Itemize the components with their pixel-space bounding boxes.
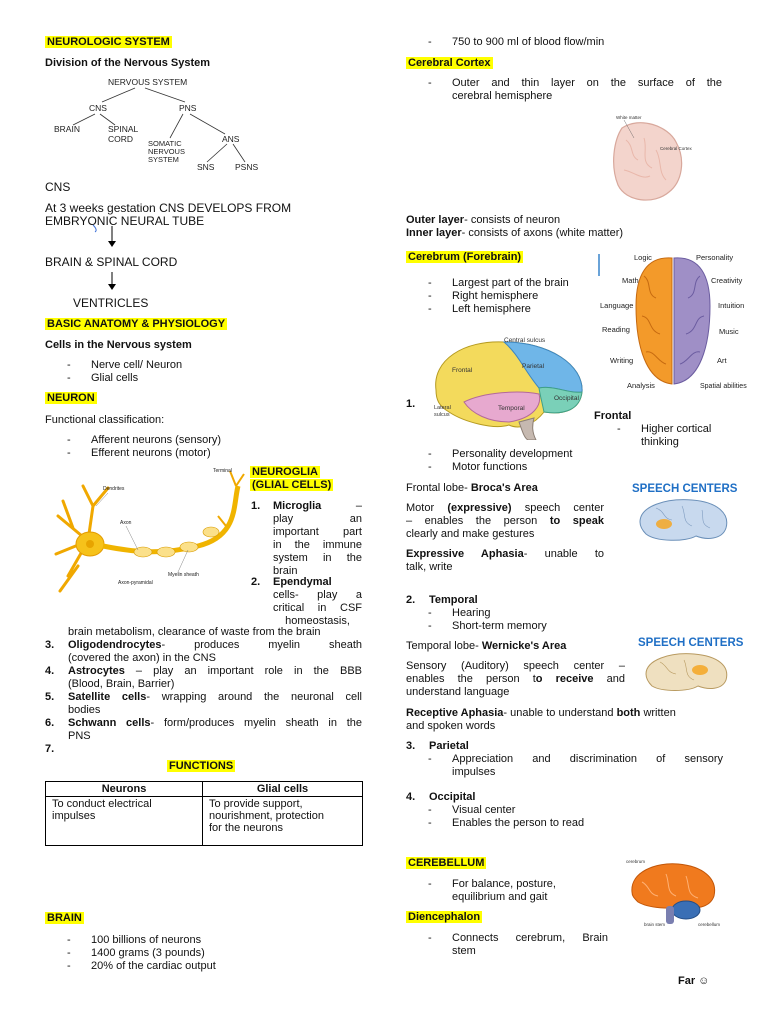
glia-ependymal: 2. Ependymal cells- play a critical in CSF homeostasis, [251, 576, 362, 627]
frontal-more-list [428, 448, 598, 474]
label-cerebral-cortex: Cerebral Cortex [660, 146, 692, 151]
occipital-heading: Occipital [429, 791, 476, 803]
list-item: - Visual center [428, 804, 516, 816]
blood-flow: - 750 to 900 ml of blood flow/min [428, 36, 605, 48]
title-neurologic-system: NEUROLOGIC SYSTEM [47, 36, 170, 48]
speech-centers-image-wernicke [634, 632, 752, 702]
frontal-heading: Frontal [594, 410, 632, 422]
label-personality: Personality [696, 253, 734, 262]
neuron-heading: NEURON [47, 392, 95, 404]
glia-satellite: 5. Satellite cells- wrapping around the neuronal cell bodies [45, 691, 362, 716]
list-item: - Short-term memory [428, 620, 547, 632]
neuroglia-heading-2: (GLIAL CELLS) [252, 479, 332, 491]
list-item: - 1400 grams (3 pounds) [67, 947, 205, 959]
neuron-types-list [67, 434, 347, 460]
list-item: - Glial cells [67, 372, 139, 384]
label-spatial: Spatial abilities [700, 383, 747, 390]
label-intuition: Intuition [718, 301, 745, 310]
glia-oligodendrocytes: 3. Oligodendrocytes- produces myelin sheath (covered the axon) in the CNS [45, 639, 362, 664]
label-temporal: Temporal [498, 405, 525, 412]
list-item: - Left hemisphere [428, 303, 531, 315]
tree-sns: SNS [197, 162, 215, 172]
list-item: - Largest part of the brain [428, 277, 569, 289]
nervous-system-tree-diagram [45, 72, 265, 172]
functional-classification: Functional classification: [45, 414, 165, 426]
occipital-number: 4. [406, 791, 416, 803]
label-axon-pyramidal: Axon-pyramidal [118, 580, 153, 586]
gestation-line-1: At 3 weeks gestation CNS DEVELOPS FROM [45, 201, 292, 215]
label-central-sulcus: Central sulcus [504, 337, 546, 344]
label-reading: Reading [602, 325, 630, 334]
receptive-aphasia: Receptive Aphasia- unable to understand both written and spoken words [406, 707, 676, 732]
cerebellum-heading: CEREBELLUM [408, 857, 485, 869]
cortex-description: - Outer and thin layer on the surface of the cerebral hemisphere [428, 77, 722, 102]
cerebral-cortex-image [604, 110, 704, 208]
temporal-number: 2. [406, 594, 416, 606]
tree-somatic-3: SYSTEM [148, 155, 179, 164]
label-writing: Writing [610, 356, 634, 365]
label-frontal: Frontal [452, 367, 473, 374]
label-cerebellum: cerebellum [698, 922, 721, 927]
table-row: To conduct electrical impulses To provide support, nourishment, protection for the neurons [46, 797, 363, 846]
glia-schwann: 6. Schwann cells- form/produces myelin sheath in the PNS [45, 717, 363, 742]
ventricles: VENTRICLES [73, 296, 149, 310]
cerebellum-image [622, 856, 726, 928]
diencephalon-heading: Diencephalon [408, 911, 481, 923]
list-item: - Hearing [428, 607, 491, 619]
functions-heading: FUNCTIONS [169, 760, 234, 772]
speech-centers-title: SPEECH CENTERS [638, 637, 744, 649]
down-arrow-icon [104, 270, 120, 292]
expressive-aphasia: Expressive Aphasia- unable to talk, write [406, 548, 604, 573]
label-occipital: Occipital [554, 395, 579, 402]
glia-astrocytes: 4. Astrocytes – play an important role in the BBB (Blood, Brain, Barrier) [45, 665, 362, 690]
speech-centers-image-broca [626, 478, 750, 550]
frontal-number: 1. [406, 398, 416, 410]
diencephalon-description: - Connects cerebrum, Brain stem [428, 932, 608, 957]
sensory-speech: Sensory (Auditory) speech center – enables the person to receive and understand language [406, 660, 625, 698]
down-arrow-icon [90, 222, 124, 252]
label-sulcus: sulcus [434, 412, 450, 418]
cns-heading: CNS [45, 180, 71, 194]
division-heading: Division of the Nervous System [45, 57, 211, 69]
cerebellum-description: - For balance, posture, equilibrium and gait [428, 878, 556, 903]
wernicke-line: Temporal lobe- Wernicke's Area [406, 640, 567, 652]
temporal-list [428, 607, 598, 633]
label-analysis: Analysis [627, 381, 655, 390]
label-myelin: Myelin sheath [168, 572, 199, 578]
neuroglia-heading-1: NEUROGLIA [252, 466, 318, 478]
brain-lobes-image [424, 330, 589, 440]
brain-facts-list [67, 934, 347, 973]
tree-pns: PNS [179, 103, 197, 113]
functions-table [45, 781, 363, 846]
tree-spinal: SPINAL [108, 124, 139, 134]
footer-signature: Far ☺ [678, 975, 710, 987]
frontal-list: - Higher cortical thinking [617, 423, 712, 448]
brain-hemispheres-image [596, 246, 748, 394]
list-item: - 100 billions of neurons [67, 934, 202, 946]
list-item: - Afferent neurons (sensory) [67, 434, 222, 446]
parietal-number: 3. [406, 740, 416, 752]
label-white-matter: White matter [616, 115, 642, 120]
tree-somatic-1: SOMATIC [148, 139, 182, 148]
list-item: - Motor functions [428, 461, 528, 473]
speech-centers-title: SPEECH CENTERS [632, 483, 738, 495]
glia-seven: 7. [45, 743, 55, 755]
brain-spinal-cord: BRAIN & SPINAL CORD [45, 255, 178, 269]
list-item: - Personality development [428, 448, 573, 460]
tree-root: NERVOUS SYSTEM [108, 77, 188, 87]
cells-heading: Cells in the Nervous system [45, 339, 192, 351]
tree-cns: CNS [89, 103, 107, 113]
list-item: - Nerve cell/ Neuron [67, 359, 183, 371]
temporal-heading: Temporal [429, 594, 478, 606]
glia-microglia: 1. Microglia – play an important part in the immune system in the brain [251, 500, 362, 577]
tree-somatic-2: NERVOUS [148, 147, 185, 156]
list-item: - 20% of the cardiac output [67, 960, 216, 972]
tree-ans: ANS [222, 134, 240, 144]
label-art: Art [717, 356, 727, 365]
label-lateral: Lateral [434, 405, 451, 411]
parietal-heading: Parietal [429, 740, 469, 752]
brain-heading: BRAIN [47, 912, 82, 924]
label-dendrites: Dendrites [103, 486, 125, 492]
outer-layer: Outer layer- consists of neuron [406, 214, 561, 226]
label-language: Language [600, 301, 634, 310]
glia-ependymal-cont: brain metabolism, clearance of waste from the brain [68, 626, 321, 638]
label-logic: Logic [634, 253, 652, 262]
parietal-description: - Appreciation and discrimination of sensory impulses [428, 753, 723, 778]
label-brainstem: brain stem [644, 922, 666, 927]
cells-list [67, 359, 347, 385]
label-terminal: Terminal [213, 468, 232, 474]
list-item: - Efferent neurons (motor) [67, 447, 211, 459]
tree-psns: PSNS [235, 162, 259, 172]
inner-layer: Inner layer- consists of axons (white matter) [406, 227, 624, 239]
label-cerebrum: cerebrum [626, 859, 646, 864]
table-header-glial: Glial cells [203, 782, 363, 797]
tree-brain: BRAIN [54, 124, 80, 134]
cerebrum-heading: Cerebrum (Forebrain) [408, 251, 522, 263]
label-creativity: Creativity [711, 276, 743, 285]
label-axon: Axon [120, 520, 132, 526]
glia-list-rest [45, 639, 362, 756]
label-parietal: Parietal [522, 363, 545, 370]
tree-cord: CORD [108, 134, 134, 144]
list-item: - Right hemisphere [428, 290, 539, 302]
table-header-neurons: Neurons [46, 782, 203, 797]
broca-line: Frontal lobe- Broca's Area [406, 482, 538, 494]
occipital-list [428, 804, 628, 830]
motor-speech: Motor (expressive) speech center – enables the person to speak clearly and make gestures [406, 502, 604, 540]
cerebrum-list [428, 277, 598, 316]
label-music: Music [719, 327, 739, 336]
gestation-line-2: EMBRYONIC NEURAL TUBE [45, 214, 205, 228]
label-math: Math [622, 276, 639, 285]
list-item: - Enables the person to read [428, 817, 585, 829]
neuron-illustration [48, 466, 246, 626]
basic-anatomy-heading: BASIC ANATOMY & PHYSIOLOGY [47, 318, 226, 330]
cerebral-cortex-heading: Cerebral Cortex [408, 57, 491, 69]
